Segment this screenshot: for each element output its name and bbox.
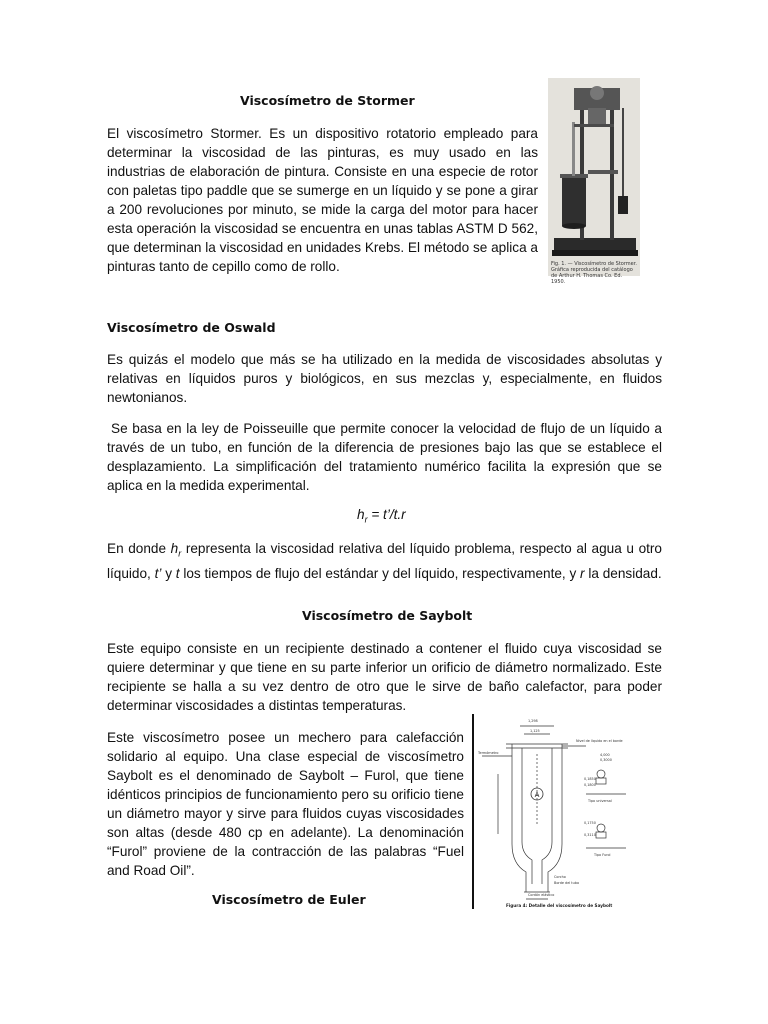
p3-text-d: los tiempos de flujo del estándar y del líquido, respectivamente, y (179, 565, 581, 581)
oswald-paragraph-3 (107, 539, 662, 583)
diagram-label: Borde del tubo (554, 881, 580, 885)
figure-left-rule (472, 714, 474, 909)
saybolt-paragraph-2: Este viscosímetro posee un mechero para calefacción solidario al equipo. Una clase especial de viscosímetro Saybolt es el denominado de Saybolt – Furol, que tiene idénticos principios de funcionamiento pero su orificio tiene un diámetro mayor y sirve para fluidos cuyas viscosidades son altas (desde 480 cp en adelante). La denominación “Furol” proviene de la contracción de las palabras “Fuel and Road Oil”. (107, 730, 464, 878)
p3-text-e: la densidad. (584, 565, 662, 581)
p3-text-b: representa la viscosidad relativa del líquido problema, respecto al agua u otro líquido, (107, 541, 662, 581)
diagram-label: Nivel de líquido en el borde (576, 739, 623, 743)
p3-text-c: y (161, 565, 176, 581)
p3-r: r (580, 565, 585, 581)
diagram-label: 0,1800 (584, 783, 596, 787)
diagram-label: 0,1750 (584, 821, 596, 825)
diagram-label: 0,3110 (584, 833, 596, 837)
point-a-label: A (534, 791, 540, 799)
stormer-photo (548, 78, 640, 285)
diagram-label: Cordón elástico (528, 893, 555, 897)
p3-h: h (170, 541, 179, 556)
diagram-label: 0,1850 (584, 777, 596, 781)
oswald-paragraph-2: Se basa en la ley de Poisseuille que permite conocer la velocidad de flujo de un líquido a través de un tubo, en función de la diferencia de presiones bajo las que se establece el desplazamiento. La simplificación del tratamiento numérico facilita la expresión que se aplica en la medida experimental. (107, 421, 662, 493)
saybolt-diagram-caption: Figura 4: Detalle del viscosímetro de Saybolt (506, 903, 613, 908)
p3-t-prime: t’ (154, 565, 162, 581)
formula-rest: = t’/t.r (367, 507, 406, 522)
diagram-label: Termómetro (478, 751, 499, 755)
p3-text-a: En donde (107, 541, 171, 556)
diagram-label: 0,3000 (600, 758, 612, 762)
diagram-label: Tipo Furol (594, 853, 611, 857)
p3-t: t (175, 565, 180, 581)
p3-h-subscript: r (178, 548, 182, 559)
saybolt-title: Viscosímetro de Saybolt (302, 608, 473, 623)
oswald-paragraph-1: Es quizás el modelo que más se ha utilizado en la medida de viscosidades absolutas y relativas en líquidos puros y biológicos, en sus mezclas y, especialmente, en fluidos newtonianos. (107, 352, 662, 405)
saybolt-diagram (476, 714, 636, 910)
stormer-title: Viscosímetro de Stormer (240, 93, 415, 108)
diagram-label: Tipo universal (588, 799, 612, 803)
diagram-label: 4,000 (600, 753, 610, 757)
diagram-label: 1,125 (530, 729, 540, 733)
diagram-label: 1,298 (528, 719, 538, 723)
saybolt-diagram-drawing (476, 714, 636, 910)
euler-title: Viscosímetro de Euler (212, 892, 366, 907)
viscosity-formula (357, 507, 406, 525)
saybolt-paragraph-1: Este equipo consiste en un recipiente destinado a contener el fluido cuya viscosidad se quiere determinar y que tiene en su parte inferior un orificio de diámetro normalizado. Este recipiente se halla a su vez dentro de otro que le sirve de baño calefactor, para poder determinar viscosidades a distintas temperaturas. (107, 641, 662, 713)
stormer-apparatus-image (548, 78, 640, 276)
oswald-title: Viscosímetro de Oswald (107, 320, 276, 335)
stormer-paragraph: El viscosímetro Stormer. Es un dispositivo rotatorio empleado para determinar la viscosidad de las pinturas, es muy usado en las industrias de elaboración de pintura. Consiste en una especie de rotor con paletas tipo paddle que se sumerge en un líquido y se pone a girar a 200 revoluciones por minuto, se mide la carga del motor para hacer esta operación la viscosidad se encuentra en unas tablas ASTM D 562, que determinan la viscosidad en unidades Krebs. El método se aplica a pinturas tanto de cepillo como de rollo. (107, 126, 538, 274)
stormer-photo-caption: Fig. 1. — Viscosímetro de Stormer. Gráfica reproducida del catálogo de Arthur H. Thomas Co. Ed. 1950. (551, 261, 637, 285)
formula-h: h (357, 507, 365, 522)
formula-h-subscript: r (364, 514, 368, 525)
diagram-label: Corcho (554, 875, 566, 879)
